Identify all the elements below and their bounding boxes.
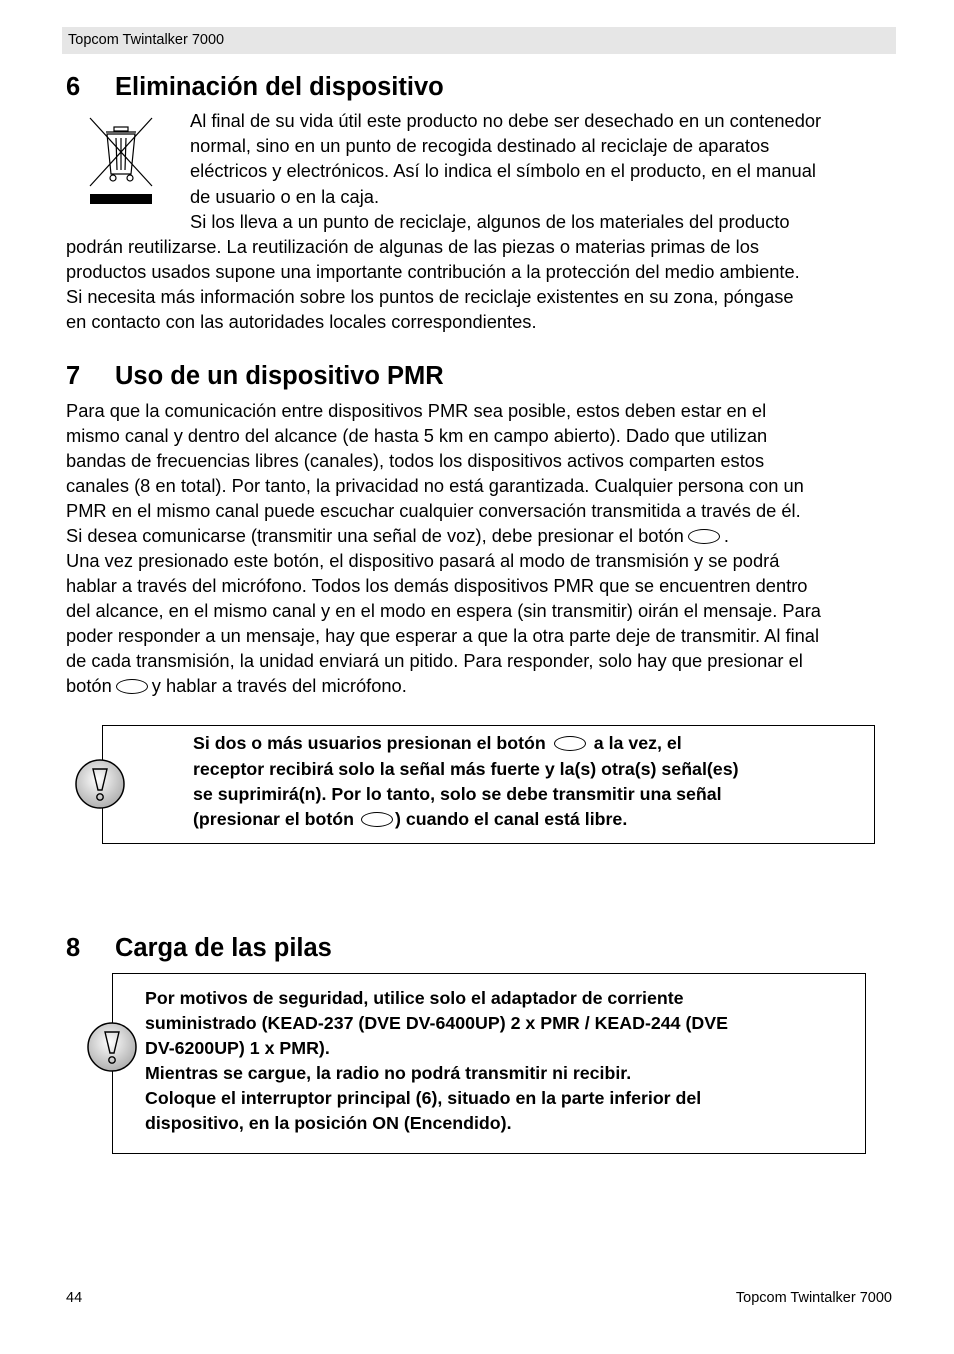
note-line xyxy=(193,807,627,832)
exclamation-warning-icon xyxy=(74,758,126,810)
exclamation-warning-icon xyxy=(86,1021,138,1073)
paragraph-line: Una vez presionado este botón, el dispositivo pasará al modo de transmisión y se podrá xyxy=(66,550,780,571)
section-number: 8 xyxy=(66,934,81,962)
paragraph-text: . xyxy=(723,525,729,546)
paragraph-line: Si los lleva a un punto de reciclaje, algunos de los materiales del producto xyxy=(190,211,790,232)
paragraph-line: podrán reutilizarse. La reutilización de algunas de las piezas o materias primas de los xyxy=(66,236,760,257)
paragraph-line xyxy=(66,523,729,548)
note-line xyxy=(193,731,682,756)
note-line: receptor recibirá solo la señal más fuerte y la(s) otra(s) señal(es) xyxy=(193,759,739,779)
paragraph-line: Para que la comunicación entre dispositivos PMR sea posible, estos deben estar en el xyxy=(66,400,767,421)
paragraph-line: de cada transmisión, la unidad enviará un pitido. Para responder, solo hay que presionar el xyxy=(66,650,803,671)
paragraph-line: de usuario o en la caja. xyxy=(190,186,380,207)
note-text: (presionar el botón xyxy=(193,809,355,829)
section-8-heading xyxy=(66,933,332,963)
ptt-button-icon xyxy=(361,812,393,827)
section-title: Uso de un dispositivo PMR xyxy=(115,362,444,390)
note-line: Por motivos de seguridad, utilice solo el adaptador de corriente xyxy=(145,988,684,1008)
paragraph-line: Si necesita más información sobre los puntos de reciclaje existentes en su zona, póngase xyxy=(66,286,794,307)
paragraph-line: en contacto con las autoridades locales correspondientes. xyxy=(66,311,537,332)
paragraph-text: y hablar a través del micrófono. xyxy=(151,675,407,696)
note-line: Mientras se cargue, la radio no podrá transmitir ni recibir. xyxy=(145,1063,632,1083)
paragraph-line: bandas de frecuencias libres (canales), todos los dispositivos activos comparten estos xyxy=(66,450,765,471)
page-header xyxy=(62,27,896,54)
paragraph-line: productos usados supone una importante contribución a la protección del medio ambiente. xyxy=(66,261,800,282)
note-line: se suprimirá(n). Por lo tanto, solo se debe transmitir una señal xyxy=(193,784,722,804)
paragraph-line: canales (8 en total). Por tanto, la privacidad no está garantizada. Cualquier persona con un xyxy=(66,475,804,496)
paragraph-line xyxy=(66,673,407,698)
paragraph-text: Si desea comunicarse (transmitir una señal de voz), debe presionar el botón xyxy=(66,525,684,546)
paragraph-line: poder responder a un mensaje, hay que esperar a que la otra parte deje de transmitir. Al final xyxy=(66,625,820,646)
note-text: a la vez, el xyxy=(593,733,682,753)
section-title: Eliminación del dispositivo xyxy=(115,73,444,101)
section-title: Carga de las pilas xyxy=(115,934,332,962)
paragraph-line: PMR en el mismo canal puede escuchar cualquier conversación transmitida a través de él. xyxy=(66,500,801,521)
paragraph-line: hablar a través del micrófono. Todos los demás dispositivos PMR que se encuentren dentro xyxy=(66,575,808,596)
weee-bin-icon xyxy=(86,116,156,208)
paragraph-line: del alcance, en el mismo canal y en el modo en espera (sin transmitir) oirán el mensaje. Para xyxy=(66,600,821,621)
paragraph-line: normal, sino en un punto de recogida destinado al reciclaje de aparatos xyxy=(190,135,770,156)
note-text: Si dos o más usuarios presionan el botón xyxy=(193,733,546,753)
paragraph-line: Al final de su vida útil este producto no debe ser desechado en un contenedor xyxy=(190,110,822,131)
section-number: 7 xyxy=(66,362,81,390)
ptt-button-icon xyxy=(554,736,586,751)
note-line: DV-6200UP) 1 x PMR). xyxy=(145,1038,330,1058)
section-7-heading xyxy=(66,361,444,391)
paragraph-line: eléctricos y electrónicos. Así lo indica el símbolo en el producto, en el manual xyxy=(190,160,816,181)
ptt-button-icon xyxy=(116,679,148,694)
note-line: Coloque el interruptor principal (6), situado en la parte inferior del xyxy=(145,1088,702,1108)
paragraph-text: botón xyxy=(66,675,112,696)
header-title: Topcom Twintalker 7000 xyxy=(68,32,225,48)
section-number: 6 xyxy=(66,73,81,101)
section-6-heading xyxy=(66,72,444,102)
paragraph-line: mismo canal y dentro del alcance (de hasta 5 km en campo abierto). Dado que utilizan xyxy=(66,425,768,446)
page-number: 44 xyxy=(66,1290,83,1306)
note-text: ) cuando el canal está libre. xyxy=(395,809,628,829)
ptt-button-icon xyxy=(688,529,720,544)
note-line: dispositivo, en la posición ON (Encendido). xyxy=(145,1113,512,1133)
footer-title: Topcom Twintalker 7000 xyxy=(735,1290,892,1306)
note-line: suministrado (KEAD-237 (DVE DV-6400UP) 2 x PMR / KEAD-244 (DVE xyxy=(145,1013,728,1033)
